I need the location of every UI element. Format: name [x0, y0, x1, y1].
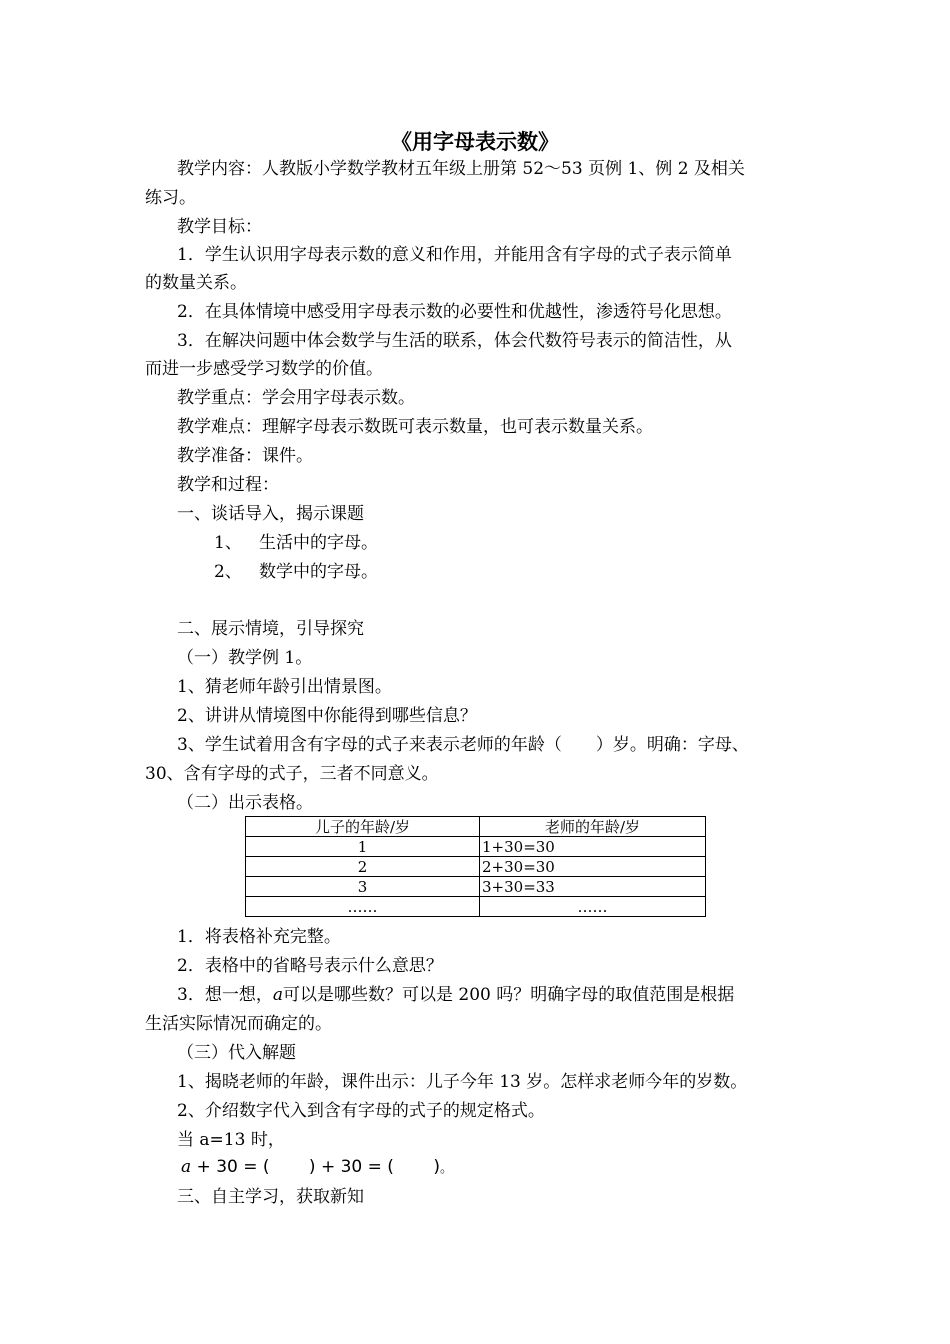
section-1-item-1-number: 1、: [214, 533, 242, 553]
key-point: 教学重点：学会用字母表示数。: [177, 388, 415, 408]
step-2: 2、讲讲从情境图中你能得到哪些信息？: [177, 706, 477, 726]
difficulty: 教学难点：理解字母表示数既可表示数量，也可表示数量关系。: [177, 417, 653, 437]
step-3-line-2: 30、含有字母的式子，三者不同意义。: [145, 764, 439, 784]
goal-1-line-1: 1．学生认识用字母表示数的意义和作用，并能用含有字母的式子表示简单: [177, 245, 732, 265]
table-task-2: 2．表格中的省略号表示什么意思？: [177, 956, 443, 976]
table-header-row: [246, 817, 706, 837]
table-row: [246, 857, 706, 877]
goal-3-line-2: 而进一步感受学习数学的价值。: [145, 359, 383, 379]
section-1-heading: 一、谈话导入，揭示课题: [177, 504, 364, 524]
table-cell-son-age: 3: [246, 877, 480, 897]
content-line-2: 练习。: [145, 188, 196, 208]
table-cell-son-age: ……: [246, 897, 480, 917]
substitution-condition: 当 a=13 时，: [177, 1130, 285, 1150]
subsection-2-heading: （二）出示表格。: [177, 793, 313, 813]
preparation: 教学准备：课件。: [177, 446, 313, 466]
formula-period: 。: [439, 1161, 453, 1176]
table-header-son-age: 儿子的年龄/岁: [246, 817, 480, 837]
goal-1-line-2: 的数量关系。: [145, 273, 247, 293]
subsection-3-heading: （三）代入解题: [177, 1043, 296, 1063]
table-cell-teacher-age: 2+30=30: [480, 857, 706, 877]
section-2-heading: 二、展示情境，引导探究: [177, 619, 364, 639]
substitution-step-1: 1、揭晓老师的年龄，课件出示：儿子今年 13 岁。怎样求老师今年的岁数。: [177, 1072, 748, 1092]
table-cell-son-age: 1: [246, 837, 480, 857]
table-task-3-suffix: 可以是哪些数？可以是 200 吗？明确字母的取值范围是根据: [282, 985, 735, 1005]
subsection-1-heading: （一）教学例 1。: [177, 648, 313, 668]
age-table: [245, 816, 706, 917]
table-row: [246, 897, 706, 917]
goal-2: 2．在具体情境中感受用字母表示数的必要性和优越性，渗透符号化思想。: [177, 302, 732, 322]
table-cell-son-age: 2: [246, 857, 480, 877]
substitution-step-2: 2、介绍数字代入到含有字母的式子的规定格式。: [177, 1101, 545, 1121]
table-header-teacher-age: 老师的年龄/岁: [480, 817, 706, 837]
document-title: 《用字母表示数》: [391, 129, 559, 154]
table-row: [246, 877, 706, 897]
goal-3-line-1: 3．在解决问题中体会数学与生活的联系，体会代数符号表示的简洁性，从: [177, 331, 732, 351]
table-task-1: 1．将表格补充完整。: [177, 927, 341, 947]
table-row: [246, 837, 706, 857]
substitution-formula: [181, 1156, 453, 1180]
formula-variable-a: a: [181, 1157, 192, 1177]
section-1-item-2: 数学中的字母。: [259, 562, 378, 582]
section-3-heading: 三、自主学习，获取新知: [177, 1187, 364, 1207]
step-3-line-1: 3、学生试着用含有字母的式子来表示老师的年龄（ ）岁。明确：字母、: [177, 735, 749, 755]
process-heading: 教学和过程：: [177, 475, 279, 495]
table-cell-teacher-age: 1+30=30: [480, 837, 706, 857]
step-1: 1、猜老师年龄引出情景图。: [177, 677, 392, 697]
table-cell-teacher-age: 3+30=33: [480, 877, 706, 897]
formula-expression: + 30 = ( ) + 30 = ( ): [191, 1157, 440, 1177]
variable-a: a: [272, 985, 283, 1005]
section-1-item-2-number: 2、: [214, 562, 242, 582]
table-task-3-prefix: 3．想一想，: [177, 985, 273, 1005]
section-1-item-1: 生活中的字母。: [259, 533, 378, 553]
content-line-1: 教学内容：人教版小学数学教材五年级上册第 52～53 页例 1、例 2 及相关: [177, 159, 745, 179]
table-task-3-line-2: 生活实际情况而确定的。: [145, 1014, 332, 1034]
goals-heading: 教学目标：: [177, 217, 262, 237]
table-task-3-line-1: [177, 984, 734, 1006]
table-cell-teacher-age: ……: [480, 897, 706, 917]
